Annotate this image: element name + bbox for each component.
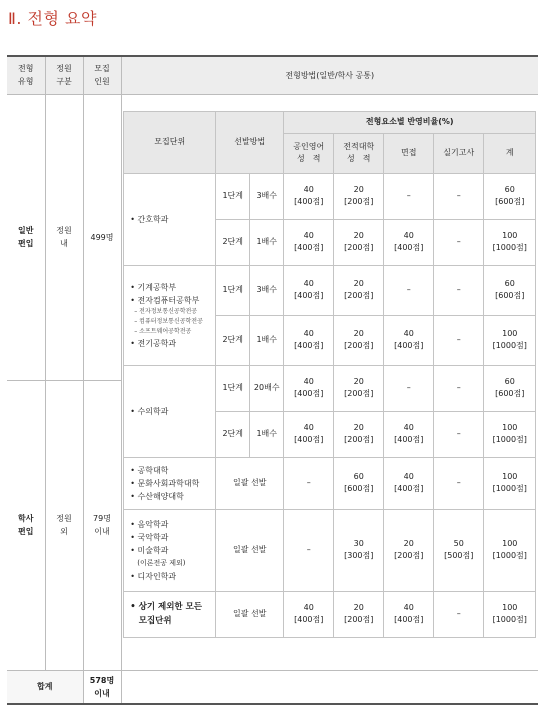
gpa-score-cell: 20 [200점] (334, 365, 384, 411)
bachelor-quota-cell: 정원 외 (45, 380, 83, 670)
practical-score-cell: – (434, 591, 484, 637)
header-method: 전형방법(일반/학사 공통) (121, 56, 538, 94)
english-score-cell: – (284, 457, 334, 509)
interview-score-cell: 40 [400점] (384, 315, 434, 365)
total-empty-cell (121, 670, 538, 704)
total-score-cell: 100 [1000점] (484, 315, 536, 365)
inner-header-interview: 면접 (384, 133, 434, 173)
total-score-cell: 60 [600점] (484, 173, 536, 219)
recruit-unit-cell (124, 509, 216, 591)
total-score-cell: 100 [1000점] (484, 411, 536, 457)
inner-header-selection: 선발방법 (216, 111, 284, 173)
inner-header-unit: 모집단위 (124, 111, 216, 173)
total-label-cell: 합계 (7, 670, 83, 704)
outer-header-row (7, 56, 538, 94)
inner-row (124, 265, 536, 315)
inner-row (124, 457, 536, 509)
gpa-score-cell: 30 [300점] (334, 509, 384, 591)
method-ratio-table (123, 111, 536, 638)
inner-row (124, 509, 536, 591)
practical-score-cell: – (434, 315, 484, 365)
header-type: 전형 유형 (7, 56, 45, 94)
recruit-unit-item: • 국악학과 (130, 532, 169, 542)
recruit-unit-item: • 미술학과 (130, 545, 169, 555)
inner-row (124, 365, 536, 411)
recruit-unit-item: • 상기 제외한 모든 모집단위 (130, 602, 203, 626)
english-score-cell: 40 [400점] (284, 173, 334, 219)
inner-header-ratio: 전형요소별 반영비율(%) (284, 111, 536, 133)
recruit-unit-item: • 디자인학과 (130, 571, 177, 581)
recruit-unit-item: (이론전공 제외) (137, 558, 186, 567)
general-transfer-row (7, 94, 538, 380)
practical-score-cell: – (434, 173, 484, 219)
selection-cell: 일괄 선발 (216, 591, 284, 637)
multiple-cell: 3배수 (250, 265, 284, 315)
recruit-unit-item: • 전기공학과 (130, 338, 177, 348)
general-count-cell: 499명 (83, 94, 121, 380)
section-title: Ⅱ. 전형 요약 (8, 9, 97, 28)
interview-score-cell: – (384, 173, 434, 219)
total-row (7, 670, 538, 704)
inner-header-total: 계 (484, 133, 536, 173)
multiple-cell: 1배수 (250, 219, 284, 265)
recruit-unit-item: • 수의학과 (130, 406, 169, 416)
english-score-cell: – (284, 509, 334, 591)
inner-body (124, 173, 536, 637)
recruit-unit-cell (124, 457, 216, 509)
inner-header-row-1 (124, 111, 536, 133)
recruit-unit-item: – 컴퓨터정보통신공학전공 (134, 317, 203, 325)
gpa-score-cell: 20 [200점] (334, 591, 384, 637)
total-score-cell: 60 [600점] (484, 365, 536, 411)
inner-header-practical: 실기고사 (434, 133, 484, 173)
practical-score-cell: – (434, 457, 484, 509)
method-cell (121, 94, 538, 670)
general-quota-cell: 정원 내 (45, 94, 83, 380)
recruit-unit-item: – 전자정보통신공학전공 (134, 307, 198, 315)
inner-row (124, 591, 536, 637)
multiple-cell: 1배수 (250, 315, 284, 365)
gpa-score-cell: 20 [200점] (334, 315, 384, 365)
interview-score-cell: 40 [400점] (384, 457, 434, 509)
recruit-unit-item: • 공학대학 (130, 465, 169, 475)
recruit-unit-cell (124, 265, 216, 365)
stage-cell: 1단계 (216, 365, 250, 411)
english-score-cell: 40 [400점] (284, 591, 334, 637)
gpa-score-cell: 20 [200점] (334, 411, 384, 457)
practical-score-cell: – (434, 365, 484, 411)
total-score-cell: 100 [1000점] (484, 509, 536, 591)
recruit-unit-cell (124, 365, 216, 457)
recruit-unit-item: • 전자컴퓨터공학부 (130, 295, 200, 305)
interview-score-cell: 40 [400점] (384, 591, 434, 637)
multiple-cell: 3배수 (250, 173, 284, 219)
stage-cell: 2단계 (216, 219, 250, 265)
stage-cell: 2단계 (216, 315, 250, 365)
recruit-unit-item: – 소프트웨어공학전공 (134, 327, 192, 335)
english-score-cell: 40 [400점] (284, 315, 334, 365)
multiple-cell: 1배수 (250, 411, 284, 457)
recruit-unit-item: • 간호학과 (130, 214, 169, 224)
stage-cell: 2단계 (216, 411, 250, 457)
practical-score-cell: 50 [500점] (434, 509, 484, 591)
practical-score-cell: – (434, 219, 484, 265)
english-score-cell: 40 [400점] (284, 365, 334, 411)
interview-score-cell: 40 [400점] (384, 219, 434, 265)
admission-summary-table (7, 55, 538, 705)
recruit-unit-cell (124, 173, 216, 265)
english-score-cell: 40 [400점] (284, 219, 334, 265)
english-score-cell: 40 [400점] (284, 265, 334, 315)
recruit-unit-item: • 수산해양대학 (130, 491, 184, 501)
stage-cell: 1단계 (216, 173, 250, 219)
total-score-cell: 100 [1000점] (484, 219, 536, 265)
inner-header-gpa: 전적대학 성 적 (334, 133, 384, 173)
gpa-score-cell: 60 [600점] (334, 457, 384, 509)
gpa-score-cell: 20 [200점] (334, 265, 384, 315)
selection-cell: 일괄 선발 (216, 509, 284, 591)
inner-header-english: 공인영어 성 적 (284, 133, 334, 173)
gpa-score-cell: 20 [200점] (334, 173, 384, 219)
practical-score-cell: – (434, 265, 484, 315)
interview-score-cell: – (384, 365, 434, 411)
selection-cell: 일괄 선발 (216, 457, 284, 509)
bachelor-count-cell: 79명 이내 (83, 380, 121, 670)
total-count-cell: 578명 이내 (83, 670, 121, 704)
english-score-cell: 40 [400점] (284, 411, 334, 457)
recruit-unit-item: • 문화사회과학대학 (130, 478, 200, 488)
total-score-cell: 100 [1000점] (484, 457, 536, 509)
recruit-unit-item: • 음악학과 (130, 519, 169, 529)
gpa-score-cell: 20 [200점] (334, 219, 384, 265)
header-quota: 정원 구분 (45, 56, 83, 94)
recruit-unit-cell (124, 591, 216, 637)
stage-cell: 1단계 (216, 265, 250, 315)
total-score-cell: 100 [1000점] (484, 591, 536, 637)
multiple-cell: 20배수 (250, 365, 284, 411)
general-type-cell: 일반 편입 (7, 94, 45, 380)
interview-score-cell: 40 [400점] (384, 411, 434, 457)
interview-score-cell: – (384, 265, 434, 315)
header-recruit: 모집 인원 (83, 56, 121, 94)
total-score-cell: 60 [600점] (484, 265, 536, 315)
recruit-unit-item: • 기계공학부 (130, 282, 177, 292)
practical-score-cell: – (434, 411, 484, 457)
inner-row (124, 173, 536, 219)
bachelor-type-cell: 학사 편입 (7, 380, 45, 670)
interview-score-cell: 20 [200점] (384, 509, 434, 591)
